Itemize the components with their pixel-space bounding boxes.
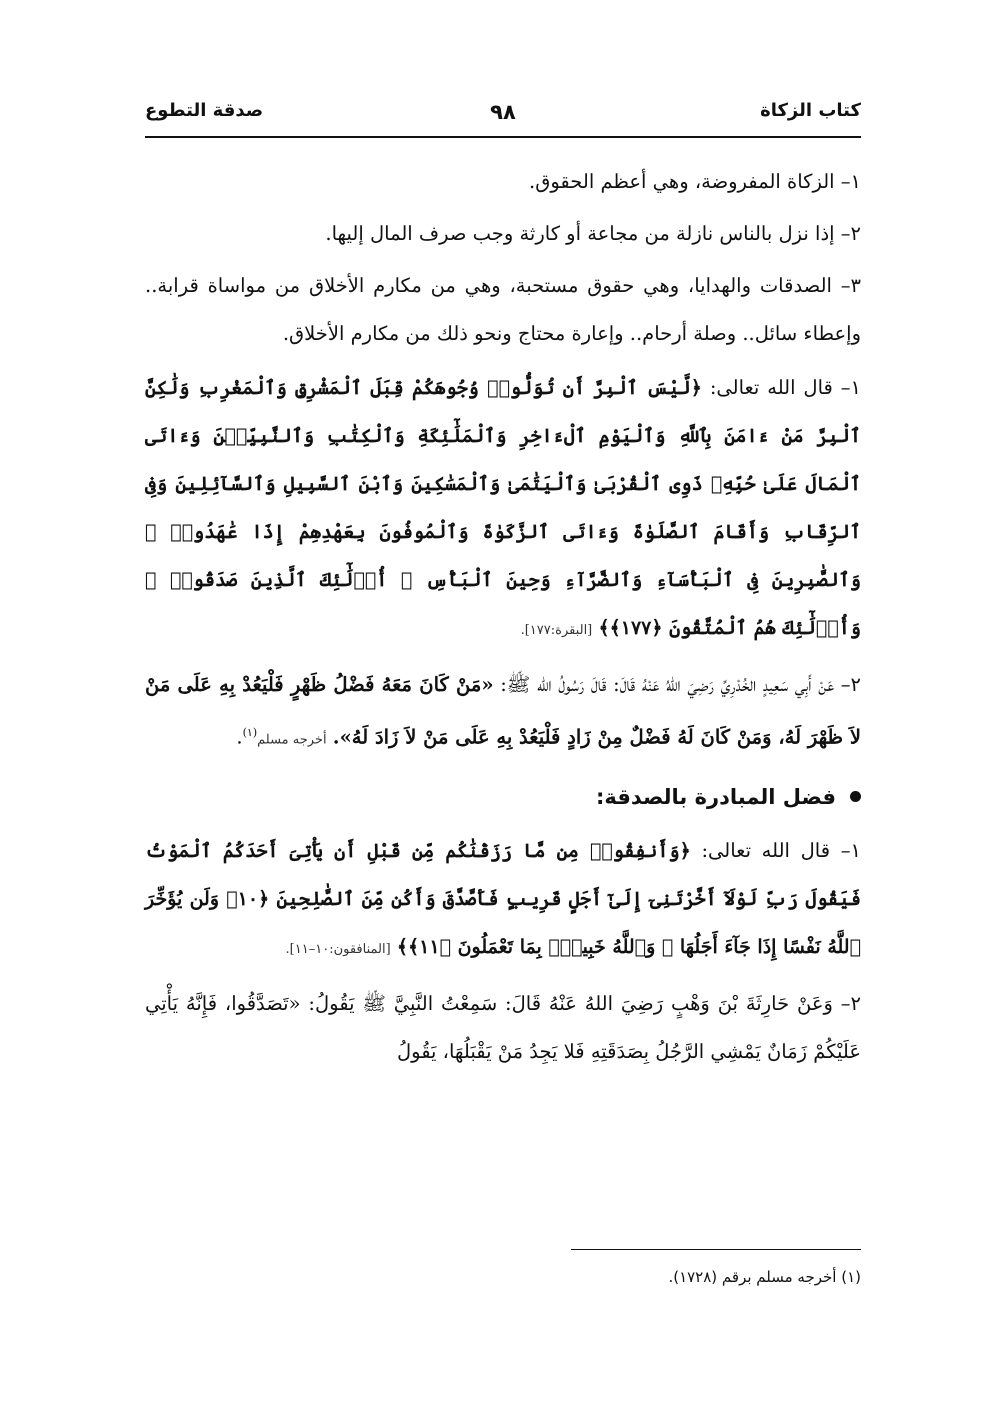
hadith-text: «مَنْ كَانَ مَعَهُ فَضْلُ ظَهْرٍ فَلْيَعُدْ بِهِ عَلَى مَنْ لاَ ظَهْرَ لَهُ، وَمَنْ كَانَ لَهُ فَضْلٌ مِنْ زَادٍ فَلْيَعُدْ بِهِ عَلَى مَنْ لاَ زَادَ لَهُ». <box>145 673 861 749</box>
sentence-end: . <box>236 725 243 749</box>
section-heading <box>145 773 861 821</box>
page-number: ٩٨ <box>490 100 516 124</box>
page-body <box>145 158 861 1082</box>
quran-evidence-1 <box>145 364 861 655</box>
verse-reference: [المنافقون:١٠–١١]. <box>285 941 391 957</box>
right-item-2: ٢– إذا نزل بالناس نازلة من مجاعة أو كارثة وجب صرف المال إليها. <box>325 222 861 245</box>
book-page <box>145 0 861 1417</box>
hadith-evidence-4 <box>145 980 861 1076</box>
hadith-evidence-2 <box>145 661 861 765</box>
right-item-1: ١– الزكاة المفروضة، وهي أعظم الحقوق. <box>529 170 861 193</box>
quran-verse: ﴿وَأَنفِقُوا۟ مِن مَّا رَزَقْنَٰكُم مِّن قَبْلِ أَن يَأْتِىَ أَحَدَكُمُ ٱلْمَوْتُ فَيَقُولَ رَبِّ لَوْلَآ أَخَّرْتَنِىٓ إِلَىٰٓ أَجَلٍ قَرِيبٍ فَأَصَّدَّقَ وَأَكُن مِّنَ ٱلصَّٰلِحِينَ ﴿١٠﴾ وَلَن يُؤَخِّرَ ٱللَّهُ نَفْسًا إِذَا جَآءَ أَجَلُهَا ۚ وَٱللَّهُ خَبِيرٌۢ بِمَا تَعْمَلُونَ ﴿١١﴾﴾ <box>145 839 861 958</box>
header-chapter-title: صدقة التطوع <box>145 100 264 121</box>
hadith-narration: ٢– عَنْ أَبِي سَعِيدٍ الخُدْرِيِّ رَضِيَ اللهُ عَنْهُ قَالَ: قَالَ رَسُولُ الله ﷺ: <box>500 673 862 696</box>
header-book-title: كتاب الزكاة <box>760 100 861 121</box>
verse-reference: [البقرة:١٧٧]. <box>520 623 593 638</box>
footnote-marker[interactable]: (١) <box>242 726 258 739</box>
hadith-text: ٢– وَعَنْ حَارِثَةَ بْنَ وَهْبٍ رَضِيَ اللهُ عَنْهُ قَالَ: سَمِعْتُ النَّبِيَّ ﷺ يَقُولُ: «تَصَدَّقُوا، فَإِنَّهُ يَأْتِي عَلَيْكُمْ زَمَانٌ يَمْشِي الرَّجُلُ بِصَدَقَتِهِ فَلا يَجِدُ مَنْ يَقْبَلُهَا، يَقُولُ <box>145 991 861 1063</box>
quran-evidence-3 <box>145 827 861 974</box>
footnote-divider <box>571 1249 861 1250</box>
right-item-3: ٣– الصدقات والهدايا، وهي حقوق مستحبة، وهي من مكارم الأخلاق من مواساة قرابة.. وإعطاء سائل.. وصلة أرحام.. وإعارة محتاج ونحو ذلك من مكارم الأخلاق. <box>145 274 861 345</box>
page-header <box>145 96 861 138</box>
evidence-intro: ١– قال الله تعالى: <box>701 838 861 862</box>
section-title: فضل المبادرة بالصدقة: <box>595 784 836 809</box>
bullet-icon <box>850 791 861 802</box>
quran-verse: ﴿لَّيْسَ ٱلْبِرَّ أَن تُوَلُّوا۟ وُجُوهَكُمْ قِبَلَ ٱلْمَشْرِقِ وَٱلْمَغْرِبِ وَلَٰكِنَّ ٱلْبِرَّ مَنْ ءَامَنَ بِٱللَّهِ وَٱلْيَوْمِ ٱلْءَاخِرِ وَٱلْمَلَٰٓئِكَةِ وَٱلْكِتَٰبِ وَٱلنَّبِيِّـۧنَ وَءَاتَى ٱلْمَالَ عَلَىٰ حُبِّهِۦ ذَوِى ٱلْقُرْبَىٰ وَٱلْيَتَٰمَىٰ وَٱلْمَسَٰكِينَ وَٱبْنَ ٱلسَّبِيلِ وَٱلسَّآئِلِينَ وَفِى ٱلرِّقَابِ وَأَقَامَ ٱلصَّلَوٰةَ وَءَاتَى ٱلزَّكَوٰةَ وَٱلْمُوفُونَ بِعَهْدِهِمْ إِذَا عَٰهَدُوا۟ ۖ وَٱلصَّٰبِرِينَ فِى ٱلْبَأْسَآءِ وَٱلضَّرَّآءِ وَحِينَ ٱلْبَأْسِ ۗ أُو۟لَٰٓئِكَ ٱلَّذِينَ صَدَقُوا۟ ۖ وَأُو۟لَٰٓئِكَ هُمُ ٱلْمُتَّقُونَ ﴿١٧٧﴾﴾ <box>145 377 861 639</box>
hadith-source: أخرجه مسلم <box>257 732 327 748</box>
footnote: (١) أخرجه مسلم برقم (١٧٢٨). <box>668 1268 861 1286</box>
evidence-intro: ١– قال الله تعالى: <box>709 376 861 399</box>
